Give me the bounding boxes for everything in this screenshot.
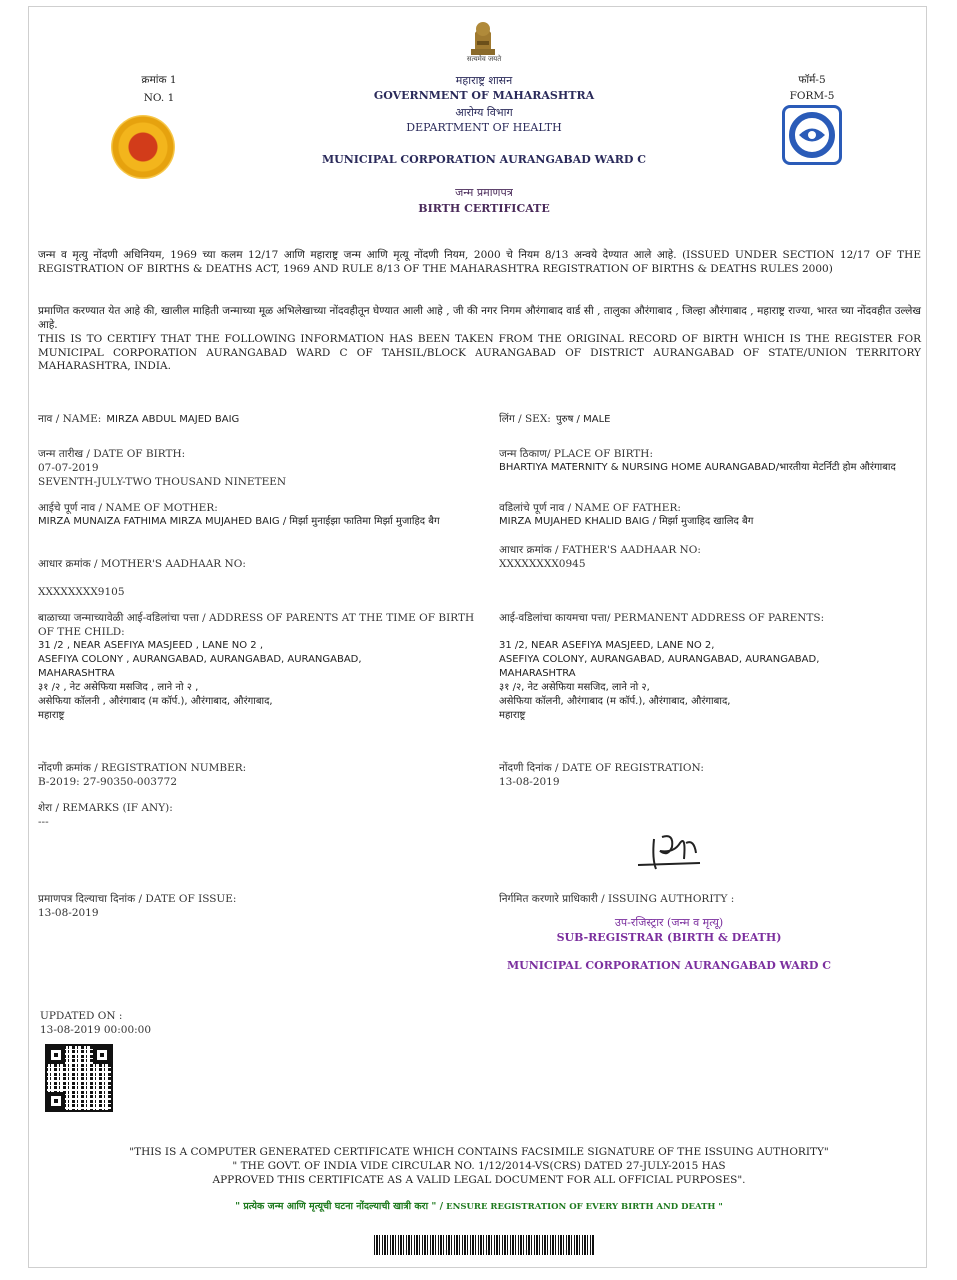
dept-marathi: आरोग्य विभाग xyxy=(455,106,513,119)
intro-paragraph-2: THIS IS TO CERTIFY THAT THE FOLLOWING INFORMATION HAS BEEN TAKEN FROM THE ORIGINAL RECORD OF BIRTH WHICH IS THE REGISTER FOR MUNICIPAL CORPORATION AURANGABAD WARD C OF TAHSIL/BLOCK AURANGABAD OF DISTRICT AURANGABAD OF STATE/UNION TERRITORY MAHARASHTRA, INDIA. xyxy=(38,333,921,372)
govt-marathi: महाराष्ट्र शासन xyxy=(455,74,513,87)
birth-address-line: ३१ /२ , नेट असेफिया मसजिद , लाने नो २ , xyxy=(38,682,199,693)
birth-address-line: MAHARASHTRA xyxy=(38,668,115,679)
reg-date: 13-08-2019 xyxy=(499,776,560,788)
updated-label: UPDATED ON : xyxy=(40,1010,123,1022)
reg-date-label: नोंदणी दिनांक / DATE OF REGISTRATION: xyxy=(499,762,704,774)
pob-label: जन्म ठिकाण/ PLACE OF BIRTH: xyxy=(499,448,653,460)
barcode-icon xyxy=(374,1235,594,1255)
corporation-title: MUNICIPAL CORPORATION AURANGABAD WARD C xyxy=(321,153,647,166)
permanent-address-line: MAHARASHTRA xyxy=(499,668,576,679)
footer-note-3: APPROVED THIS CERTIFICATE AS A VALID LEGAL DOCUMENT FOR ALL OFFICIAL PURPOSES". xyxy=(212,1174,746,1186)
authority-corporation: MUNICIPAL CORPORATION AURANGABAD WARD C xyxy=(506,959,832,972)
pob-value: BHARTIYA MATERNITY & NURSING HOME AURANGABAD/भारतीया मेटर्निटी होम औरंगाबाद xyxy=(499,462,896,473)
mother-aadhaar: XXXXXXXX9105 xyxy=(38,586,125,598)
authority-label: निर्गमित करणारे प्राधिकारी / ISSUING AUTHORITY : xyxy=(499,893,735,905)
issue-date: 13-08-2019 xyxy=(38,907,99,919)
authority-title: SUB-REGISTRAR (BIRTH & DEATH) xyxy=(556,931,782,944)
child-name: MIRZA ABDUL MAJED BAIG xyxy=(106,414,240,425)
dob-label: जन्म तारीख / DATE OF BIRTH: xyxy=(38,448,186,460)
name-label: नाव / NAME: xyxy=(38,413,102,425)
intro-paragraph-1: जन्म व मृत्यु नोंदणी अधिनियम, 1969 च्या कलम 12/17 आणि महाराष्ट्र जन्म आणि मृत्यू नोंदणी नियम, 2000 चे नियम 8/13 अन्वये देण्यात आले आहे. (ISSUED UNDER SECTION 12/17 OF THE REGISTRATION OF BIRTHS & DEATHS ACT, 1969 AND RULE 8/13 OF THE MAHARASHTRA REGISTRATION OF BIRTHS & DEATHS RULES 2000) xyxy=(38,249,921,275)
serial-number: NO. 1 xyxy=(143,92,175,104)
sex-label: लिंग / SEX: xyxy=(499,413,551,425)
cert-title: BIRTH CERTIFICATE xyxy=(418,202,550,215)
birth-address-line: असेफिया कॉलनी , औरंगाबाद (म कॉर्प.), औरंगाबाद, औरंगाबाद, xyxy=(38,696,273,707)
cert-title-marathi: जन्म प्रमाणपत्र xyxy=(455,186,513,199)
birth-address-line: ASEFIYA COLONY , AURANGABAD, AURANGABAD, AURANGABAD, xyxy=(38,654,362,665)
updated-value: 13-08-2019 00:00:00 xyxy=(40,1024,152,1036)
mother-name: MIRZA MUNAIZA FATHIMA MIRZA MUJAHED BAIG / मिर्झा मुनाईझा फातिमा मिर्झा मुजाहिद बैग xyxy=(38,516,440,527)
father-aadhaar: XXXXXXXX0945 xyxy=(499,558,586,570)
signature-icon xyxy=(634,829,704,875)
certificate-page xyxy=(28,6,927,1268)
issue-date-label: प्रमाणपत्र दिल्याचा दिनांक / DATE OF ISSUE: xyxy=(38,893,237,905)
dept-title: DEPARTMENT OF HEALTH xyxy=(406,121,562,134)
maharashtra-seal-icon xyxy=(111,115,175,179)
permanent-address-line: ३१ /२, नेट असेफिया मसजिद, लाने नो २, xyxy=(499,682,650,693)
permanent-address-line: 31 /2, NEAR ASEFIYA MASJEED, LANE NO 2, xyxy=(499,640,715,651)
mother-aadhaar-label: आधार क्रमांक / MOTHER'S AADHAAR NO: xyxy=(38,558,246,570)
birth-address-line: महाराष्ट्र xyxy=(38,710,65,721)
father-label: वडिलांचे पूर्ण नाव / NAME OF FATHER: xyxy=(499,502,681,514)
remarks-value: --- xyxy=(38,816,49,828)
intro-paragraph-2-marathi: प्रमाणित करण्यात येत आहे की, खालील माहिती जन्माच्या मूळ अभिलेखाच्या नोंदवहीतून घेण्यात आली आहे , जी की नगर निगम औरंगाबाद वार्ड सी , तालुका औरंगाबाद , जिल्हा औरंगाबाद , महाराष्ट्र राज्या, भारत च्या नोंदवहीत उल्लेख आहे. xyxy=(38,305,921,331)
footer-note-1: "THIS IS A COMPUTER GENERATED CERTIFICATE WHICH CONTAINS FACSIMILE SIGNATURE OF THE ISSUING AUTHORITY" xyxy=(129,1146,829,1158)
mother-label: आईचे पूर्ण नाव / NAME OF MOTHER: xyxy=(38,502,218,514)
reg-number-label: नोंदणी क्रमांक / REGISTRATION NUMBER: xyxy=(38,762,247,774)
name-row xyxy=(38,407,478,427)
birth-address-line: 31 /2 , NEAR ASEFIYA MASJEED , LANE NO 2 , xyxy=(38,640,264,651)
form-number: FORM-5 xyxy=(789,90,835,102)
child-sex: पुरुष / MALE xyxy=(555,414,611,425)
remarks-label: शेरा / REMARKS (IF ANY): xyxy=(38,802,173,814)
footer-slogan xyxy=(129,1199,829,1212)
permanent-address-line: ASEFIYA COLONY, AURANGABAD, AURANGABAD, AURANGABAD, xyxy=(499,654,820,665)
sex-row xyxy=(499,407,919,427)
authority-marathi: उप-रजिस्ट्रार (जन्म व मृत्यू) xyxy=(614,916,724,929)
birth-address-label: बाळाच्या जन्माच्यावेळी आई-वडिलांचा पत्ता / ADDRESS OF PARENTS AT THE TIME OF BIRTH OF THE CHILD: xyxy=(38,612,475,638)
footer-note-2: " THE GOVT. OF INDIA VIDE CIRCULAR NO. 1/12/2014-VS(CRS) DATED 27-JULY-2015 HAS xyxy=(232,1160,726,1172)
slogan-marathi: " प्रत्येक जन्म आणि मृत्यूची घटना नोंदल्याची खात्री करा " / xyxy=(235,1201,444,1212)
permanent-address-line: असेफिया कॉलनी, औरंगाबाद (म कॉर्प.), औरंगाबाद, औरंगाबाद, xyxy=(499,696,731,707)
father-name: MIRZA MUJAHED KHALID BAIG / मिर्झा मुजाहिद खालिद बैग xyxy=(499,516,754,527)
permanent-address-label: आई-वडिलांचा कायमचा पत्ता/ PERMANENT ADDRESS OF PARENTS: xyxy=(499,612,825,624)
form-marathi: फॉर्म-5 xyxy=(798,74,826,86)
permanent-address-line: महाराष्ट्र xyxy=(499,710,526,721)
health-logo-icon xyxy=(782,105,842,165)
slogan-english: ENSURE REGISTRATION OF EVERY BIRTH AND DEATH " xyxy=(446,1202,723,1212)
govt-title: GOVERNMENT OF MAHARASHTRA xyxy=(373,89,595,102)
serial-marathi: क्रमांक 1 xyxy=(141,74,177,86)
reg-number: B-2019: 27-90350-003772 xyxy=(38,776,177,788)
father-aadhaar-label: आधार क्रमांक / FATHER'S AADHAAR NO: xyxy=(499,544,701,556)
dob-value: 07-07-2019 xyxy=(38,462,99,474)
dob-words: SEVENTH-JULY-TWO THOUSAND NINETEEN xyxy=(38,476,287,488)
emblem-motto: सत्यमेव जयते xyxy=(466,55,502,63)
